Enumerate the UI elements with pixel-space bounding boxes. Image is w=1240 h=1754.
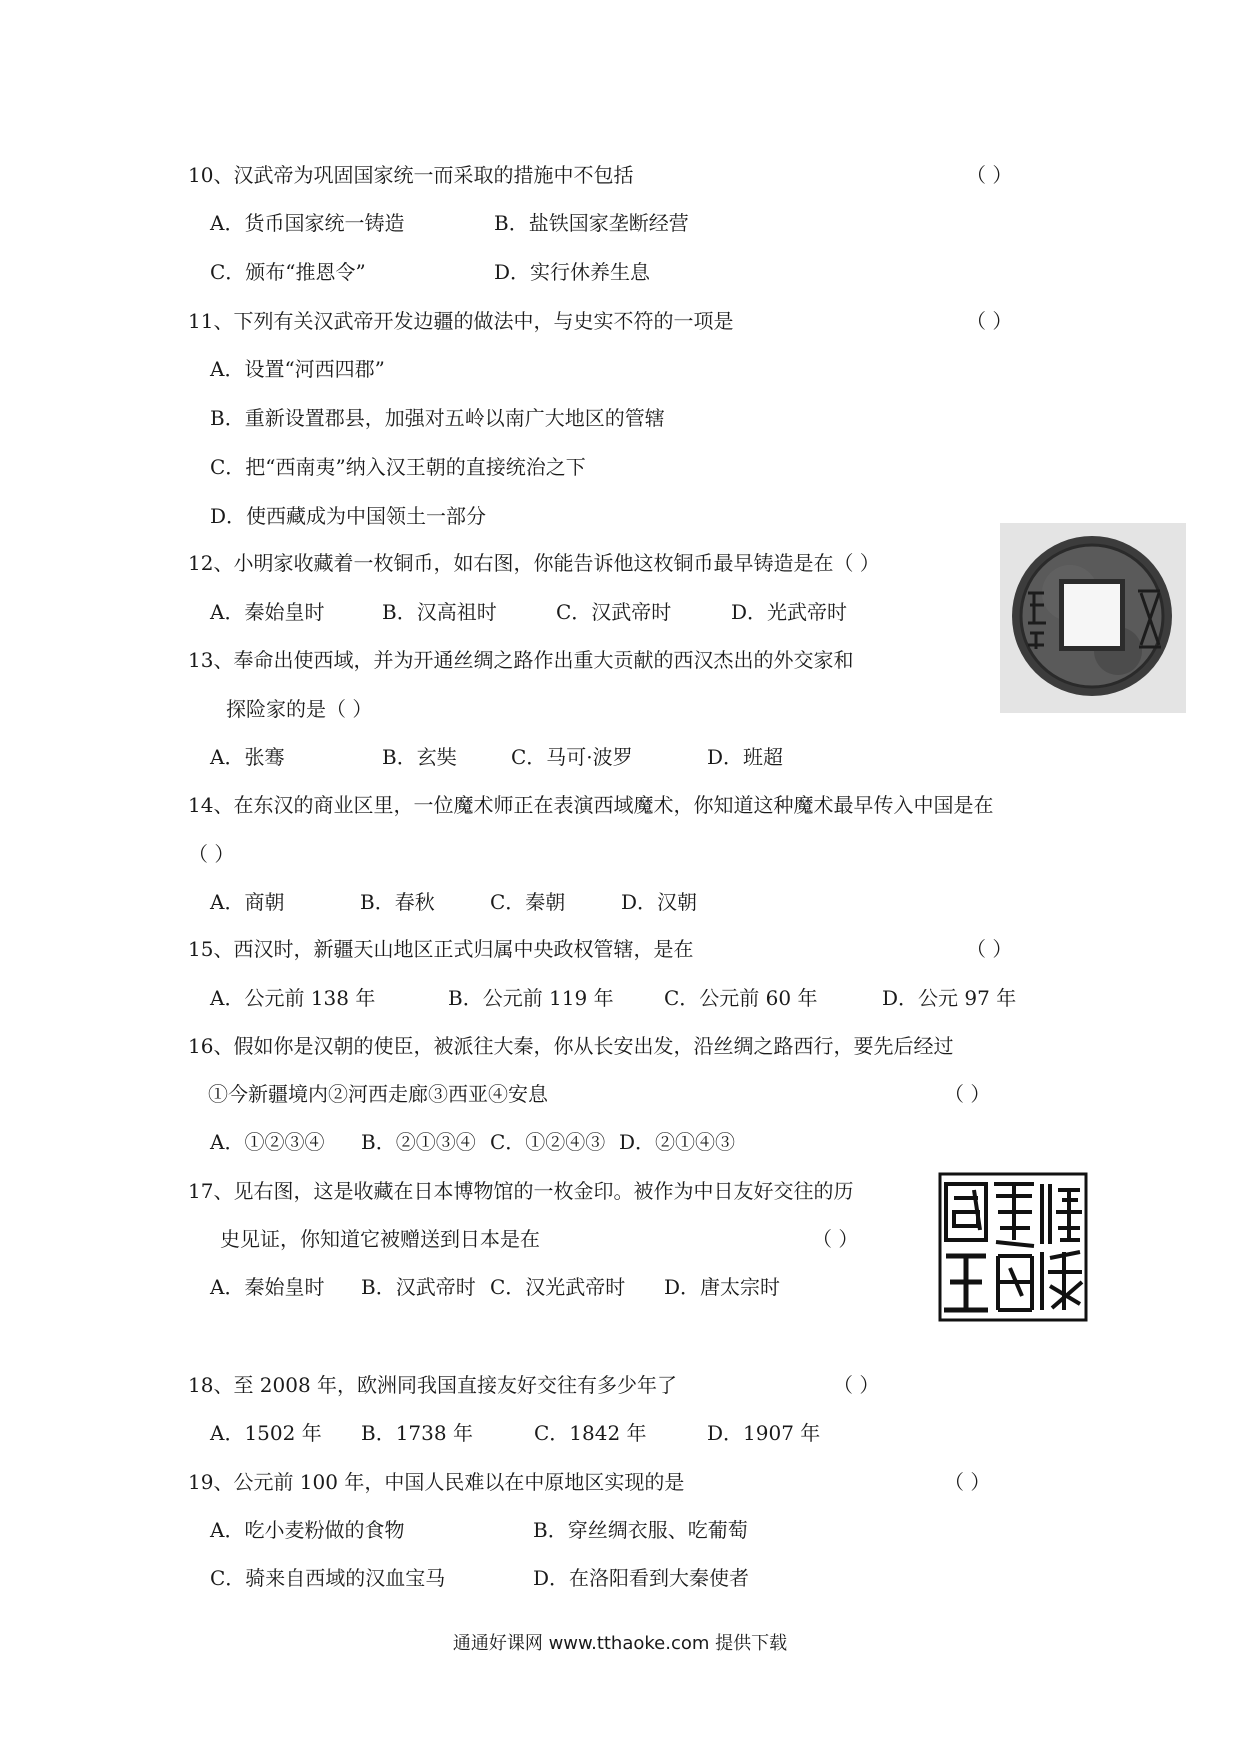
q16-option-a[interactable]: A．①②③④: [210, 1130, 325, 1154]
q14-stem-line1: 14、在东汉的商业区里，一位魔术师正在表演西域魔术，你知道这种魔术最早传入中国是在: [188, 793, 994, 817]
q14-stem-line2[interactable]: （ ）: [188, 842, 235, 866]
q17-answer-paren[interactable]: （ ）: [812, 1227, 859, 1251]
q14-option-c[interactable]: C．秦朝: [490, 890, 566, 914]
q19-option-c[interactable]: C．骑来自西域的汉血宝马: [210, 1566, 446, 1590]
q19-answer-paren[interactable]: （ ）: [944, 1470, 991, 1494]
q10-answer-paren[interactable]: （ ）: [966, 163, 1013, 187]
q12-option-d[interactable]: D．光武帝时: [731, 600, 848, 624]
q17-option-d[interactable]: D．唐太宗时: [664, 1275, 781, 1299]
q11-option-a[interactable]: A．设置“河西四郡”: [210, 357, 385, 381]
page-footer: 通通好课网 www.tthaoke.com 提供下载: [452, 1633, 788, 1654]
q15-stem: 15、西汉时，新疆天山地区正式归属中央政权管辖，是在: [188, 937, 694, 961]
q19-option-a[interactable]: A．吃小麦粉做的食物: [210, 1518, 405, 1542]
q19-option-d[interactable]: D．在洛阳看到大秦使者: [533, 1566, 750, 1590]
q13-option-c[interactable]: C．马可·波罗: [511, 745, 633, 769]
q14-option-a[interactable]: A．商朝: [210, 890, 285, 914]
q11-option-b[interactable]: B．重新设置郡县，加强对五岭以南广大地区的管辖: [210, 406, 665, 430]
q18-stem: 18、至 2008 年，欧洲同我国直接友好交往有多少年了: [188, 1373, 678, 1397]
q12-option-a[interactable]: A．秦始皇时: [210, 600, 325, 624]
wuzhu-coin-image: [1000, 523, 1186, 713]
q12-option-b[interactable]: B．汉高祖时: [382, 600, 497, 624]
q10-stem: 10、汉武帝为巩固国家统一而采取的措施中不包括: [188, 163, 634, 187]
q18-option-c[interactable]: C．1842 年: [534, 1421, 647, 1445]
q17-option-b[interactable]: B．汉武帝时: [361, 1275, 476, 1299]
q15-answer-paren[interactable]: （ ）: [966, 937, 1013, 961]
q17-stem-line2: 史见证，你知道它被赠送到日本是在: [220, 1227, 540, 1251]
q15-option-c[interactable]: C．公元前 60 年: [664, 986, 818, 1010]
q17-stem-line1: 17、见右图，这是收藏在日本博物馆的一枚金印。被作为中日友好交往的历: [188, 1179, 854, 1203]
q19-option-b[interactable]: B．穿丝绸衣服、吃葡萄: [533, 1518, 748, 1542]
q11-option-d[interactable]: D．使西藏成为中国领土一部分: [210, 504, 487, 528]
q11-answer-paren[interactable]: （ ）: [966, 309, 1013, 333]
q17-option-a[interactable]: A．秦始皇时: [210, 1275, 325, 1299]
q14-option-b[interactable]: B．春秋: [360, 890, 435, 914]
q16-stem-line1: 16、假如你是汉朝的使臣，被派往大秦，你从长安出发，沿丝绸之路西行，要先后经过: [188, 1034, 954, 1058]
q18-option-b[interactable]: B．1738 年: [361, 1421, 473, 1445]
q10-option-b[interactable]: B．盐铁国家垄断经营: [494, 211, 689, 235]
q13-option-d[interactable]: D．班超: [707, 745, 784, 769]
q14-option-d[interactable]: D．汉朝: [621, 890, 698, 914]
q16-answer-paren[interactable]: （ ）: [944, 1082, 991, 1106]
q16-option-d[interactable]: D．②①④③: [619, 1130, 736, 1154]
q11-option-c[interactable]: C．把“西南夷”纳入汉王朝的直接统治之下: [210, 455, 586, 479]
q18-answer-paren[interactable]: （ ）: [833, 1373, 880, 1397]
q13-option-a[interactable]: A．张骞: [210, 745, 285, 769]
q12-option-c[interactable]: C．汉武帝时: [556, 600, 672, 624]
q18-option-d[interactable]: D．1907 年: [707, 1421, 821, 1445]
q15-option-d[interactable]: D．公元 97 年: [882, 986, 1017, 1010]
q13-stem-line2: 探险家的是（ ）: [226, 697, 373, 721]
q18-option-a[interactable]: A．1502 年: [210, 1421, 322, 1445]
q10-option-d[interactable]: D．实行休养生息: [494, 260, 651, 284]
q15-option-b[interactable]: B．公元前 119 年: [448, 986, 614, 1010]
q16-option-b[interactable]: B．②①③④: [361, 1130, 476, 1154]
q10-option-c[interactable]: C．颁布“推恩令”: [210, 260, 366, 284]
q13-stem-line1: 13、奉命出使西域，并为开通丝绸之路作出重大贡献的西汉杰出的外交家和: [188, 648, 854, 672]
gold-seal-image: [938, 1172, 1088, 1322]
q15-option-a[interactable]: A．公元前 138 年: [210, 986, 376, 1010]
q17-option-c[interactable]: C．汉光武帝时: [490, 1275, 626, 1299]
q16-stem-line2: ①今新疆境内②河西走廊③西亚④安息: [208, 1082, 548, 1106]
q11-stem: 11、下列有关汉武帝开发边疆的做法中，与史实不符的一项是: [188, 309, 734, 333]
q10-option-a[interactable]: A．货币国家统一铸造: [210, 211, 405, 235]
q12-stem: 12、小明家收藏着一枚铜币，如右图，你能告诉他这枚铜币最早铸造是在（ ）: [188, 551, 880, 575]
q19-stem: 19、公元前 100 年，中国人民难以在中原地区实现的是: [188, 1470, 685, 1494]
q16-option-c[interactable]: C．①②④③: [490, 1130, 606, 1154]
q13-option-b[interactable]: B．玄奘: [382, 745, 457, 769]
